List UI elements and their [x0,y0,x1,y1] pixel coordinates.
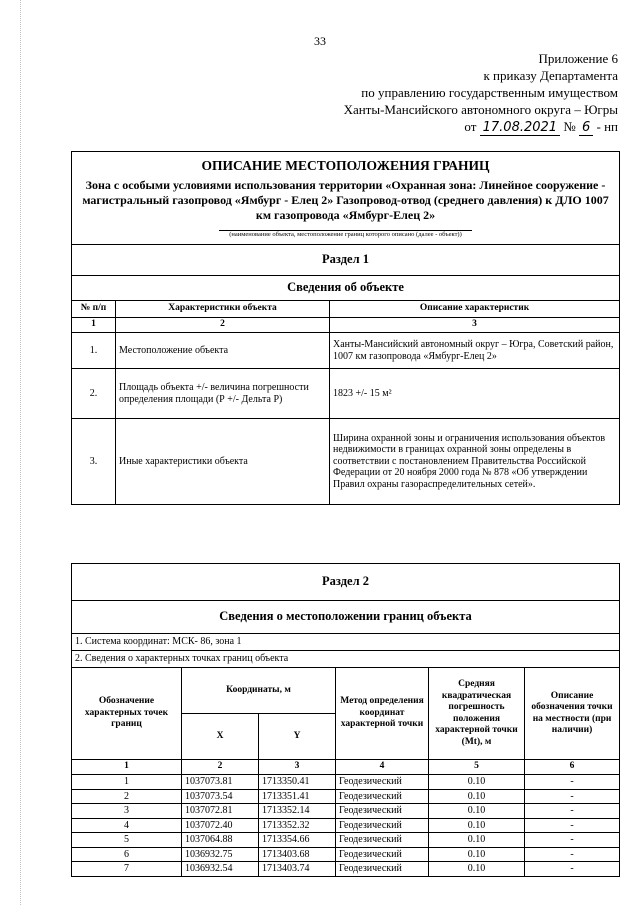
date-prefix: от [464,119,477,134]
row-number: 1. [72,333,116,369]
appendix-line1: Приложение 6 [538,51,618,66]
number-label: № [563,119,576,134]
coord-y: 1713403.74 [259,862,336,877]
method: Геодезический [336,775,429,790]
error-value: 0.10 [429,847,525,862]
error-value: 0.10 [429,789,525,804]
coord-x: 1036932.54 [182,862,259,877]
point-id: 6 [72,847,182,862]
error-value: 0.10 [429,804,525,819]
section1-label: Раздел 1 [72,245,620,276]
characteristic-name: Иные характеристики объекта [116,419,330,505]
page-number: 33 [314,34,326,48]
table-row [72,369,620,419]
point-description: - [525,833,620,848]
table-row [72,789,620,804]
col-header-number: № п/п [72,301,116,318]
method: Геодезический [336,847,429,862]
document-title: ОПИСАНИЕ МЕСТОПОЛОЖЕНИЯ ГРАНИЦ [72,152,620,174]
col-number: 3 [259,760,336,775]
method: Геодезический [336,833,429,848]
col-header-y: Y [259,714,336,760]
point-id: 2 [72,789,182,804]
col-number: 1 [72,318,116,333]
boundary-points-table [71,563,620,877]
coord-y: 1713350.41 [259,775,336,790]
table-row [72,804,620,819]
col-header-x: X [182,714,259,760]
characteristic-value: Ханты-Мансийский автономный округ – Югра, Советский район, 1007 км газопровода «Ямбург-Елец 2» [330,333,620,369]
coord-y: 1713351.41 [259,789,336,804]
method: Геодезический [336,818,429,833]
point-description: - [525,804,620,819]
table-row [72,862,620,877]
point-description: - [525,847,620,862]
coord-y: 1713352.32 [259,818,336,833]
coord-x: 1037064.88 [182,833,259,848]
characteristic-value: 1823 +/- 15 м² [330,369,620,419]
coord-y: 1713403.68 [259,847,336,862]
coord-x: 1037072.40 [182,818,259,833]
col-header-error: Средняя квадратическая погрешность положения характерной точки (Mt), м [429,668,525,760]
coord-x: 1037073.81 [182,775,259,790]
appendix-date-line [258,118,618,136]
col-number: 4 [336,760,429,775]
col-number: 3 [330,318,620,333]
appendix-line2: к приказу Департамента [483,68,618,83]
method: Геодезический [336,804,429,819]
point-id: 4 [72,818,182,833]
method: Геодезический [336,862,429,877]
col-header-point: Обозначение характерных точек границ [72,668,182,760]
coord-x: 1036932.75 [182,847,259,862]
section2-label: Раздел 2 [72,564,620,601]
coord-x: 1037072.81 [182,804,259,819]
zone-description: Зона с особыми условиями использования территории «Охранная зона: Линейное сооружение - магистральный газопровод «Ямбург - Елец 2» Газопровод-отвод (среднего давления) к ДЛО 1007 км газопровода «Ямбург-Елец 2» [72,174,620,229]
handwritten-number: 6 [579,120,593,136]
row-number: 3. [72,419,116,505]
coord-y: 1713354.66 [259,833,336,848]
col-number: 6 [525,760,620,775]
object-note [72,229,620,245]
appendix-block [258,50,618,136]
point-description: - [525,789,620,804]
object-info-table [71,151,620,505]
table-row [72,847,620,862]
table-row [72,833,620,848]
point-description: - [525,818,620,833]
coord-x: 1037073.54 [182,789,259,804]
appendix-line3: по управлению государственным имуществом [361,85,618,100]
table-row [72,333,620,369]
point-id: 1 [72,775,182,790]
error-value: 0.10 [429,775,525,790]
col-header-description: Описание характеристик [330,301,620,318]
scan-edge [6,0,21,905]
method: Геодезический [336,789,429,804]
point-id: 7 [72,862,182,877]
appendix-line4: Ханты-Мансийского автономного округа – Югры [343,102,618,117]
table-row [72,775,620,790]
characteristic-name: Площадь объекта +/- величина погрешности определения площади (Р +/- Дельта Р) [116,369,330,419]
points-caption: 2. Сведения о характерных точках границ объекта [72,651,620,668]
col-number: 5 [429,760,525,775]
table-row [72,419,620,505]
col-number: 1 [72,760,182,775]
point-description: - [525,775,620,790]
number-suffix: - нп [596,119,618,134]
point-description: - [525,862,620,877]
object-note-text: (наименование объекта, местоположение границ которого описано (далее - объект)) [219,230,472,238]
error-value: 0.10 [429,818,525,833]
characteristic-value: Ширина охранной зоны и ограничения использования объектов недвижимости в границах охранной зоны определены в соответствии с постановлением Правительства Российской Федерации от 20 ноября 2000 года № 878 «Об утверждении Правил охраны газораспределительных сетей». [330,419,620,505]
characteristic-name: Местоположение объекта [116,333,330,369]
col-header-point-description: Описание обозначения точки на местности (при наличии) [525,668,620,760]
handwritten-date: 17.08.2021 [480,120,560,136]
coord-y: 1713352.14 [259,804,336,819]
col-header-method: Метод определения координат характерной точки [336,668,429,760]
coordinate-system: 1. Система координат: МСК- 86, зона 1 [72,634,620,651]
col-number: 2 [182,760,259,775]
row-number: 2. [72,369,116,419]
col-header-coordinates: Координаты, м [182,668,336,714]
section2-title: Сведения о местоположении границ объекта [72,601,620,634]
error-value: 0.10 [429,833,525,848]
point-id: 3 [72,804,182,819]
section1-title: Сведения об объекте [72,276,620,301]
point-id: 5 [72,833,182,848]
table-row [72,818,620,833]
error-value: 0.10 [429,862,525,877]
col-header-characteristic: Характеристики объекта [116,301,330,318]
col-number: 2 [116,318,330,333]
